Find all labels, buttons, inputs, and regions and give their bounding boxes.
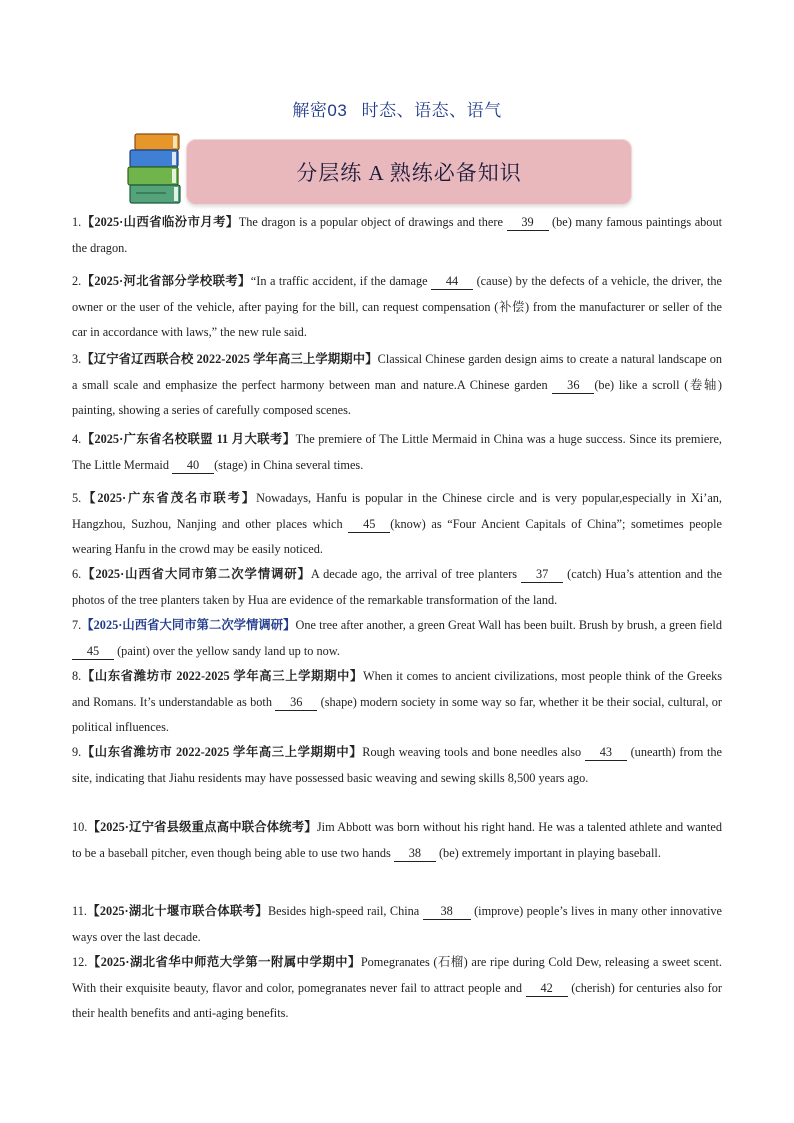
question-text: Rough weaving tools and bone needles also — [362, 745, 585, 759]
answer-blank: 43 — [585, 745, 627, 761]
question-text: Classical Chinese garden design aims to create a natural landscape on a small scale and emphasize the perfect harmony between man and nature.A Chinese garden — [72, 352, 722, 392]
question-number: 7. — [72, 618, 82, 632]
question-text: (know) as “Four Ancient Capitals of China”; sometimes people wearing Hanfu in the crowd may be easily noticed. — [72, 516, 722, 557]
question-text: (stage) in China several times. — [214, 457, 364, 472]
answer-blank: 36 — [275, 695, 317, 711]
question-text: (be) many famous paintings about the dragon. — [72, 215, 723, 255]
title-prefix: 解密 — [292, 101, 328, 120]
question-number: 9. — [72, 745, 82, 759]
answer-blank: 39 — [507, 215, 549, 231]
banner-text: 分层练 A 熟练必备知识 — [296, 161, 522, 185]
question-number: 10. — [72, 820, 88, 834]
question-text: A decade ago, the arrival of tree planters — [310, 567, 522, 581]
question-source: 【2025·湖北十堰市联合体联考】 — [86, 904, 268, 918]
question-item — [72, 269, 722, 346]
question-source: 【2025·河北省部分学校联考】 — [81, 274, 251, 288]
question-number: 1. — [72, 215, 82, 229]
answer-blank: 38 — [423, 904, 471, 920]
question-item — [72, 613, 722, 664]
question-text: (shape) modern society in some way so far, whether it be their social, cultural, or political influences. — [72, 694, 723, 735]
question-text: The premiere of The Little Mermaid in China was a huge success. Since its premiere, The Little Mermaid — [72, 432, 722, 472]
question-text: When it comes to ancient civilizations, most people think of the Greeks and Romans. It’s understandable as both — [72, 669, 723, 709]
question-item — [72, 562, 722, 613]
title-topic: 时态、语态、语气 — [361, 101, 502, 120]
question-text: (cause) by the defects of a vehicle, the driver, the owner or the user of the vehicle, after paying for the bill, can request compensation (补偿) from the manufacturer or seller of the car in accordance with laws,” the new rule said. — [72, 274, 722, 340]
question-text: (unearth) from the site, indicating that Jiahu residents may have possessed basic weaving and sewing skills 8,500 years ago. — [72, 745, 722, 785]
question-text: (cherish) for centuries also for their health benefits and anti-aging benefits. — [72, 980, 722, 1021]
question-text: (be) extremely important in playing baseball. — [435, 845, 661, 860]
question-source: 【2025·山西省临汾市月考】 — [81, 215, 239, 229]
question-text: (improve) people’s lives in many other innovative ways over the last decade. — [72, 904, 722, 944]
question-text: “In a traffic accident, if the damage — [250, 274, 432, 288]
question-item — [72, 427, 722, 478]
question-number: 12. — [72, 955, 88, 969]
question-item — [72, 486, 722, 563]
question-source: 【山东省潍坊市 2022-2025 学年高三上学期期中】 — [81, 669, 363, 683]
section-banner — [186, 139, 632, 205]
question-text: (paint) over the yellow sandy land up to now. — [114, 643, 340, 658]
page-title — [0, 96, 794, 121]
question-text: (catch) Hua’s attention and the photos of the tree planters taken by Hua are evidence of the remarkable transformation of the land. — [72, 567, 722, 607]
question-text: Jim Abbott was born without his right hand. He was a talented athlete and wanted to be a baseball pitcher, even though being able to use two hands — [72, 820, 722, 860]
question-item — [72, 740, 722, 791]
question-number: 5. — [72, 491, 82, 505]
answer-blank: 40 — [172, 458, 214, 474]
question-source: 【2025·山西省大同市第二次学情调研】 — [81, 567, 311, 581]
answer-blank: 45 — [72, 644, 114, 660]
question-source: 【辽宁省辽西联合校 2022-2025 学年高三上学期期中】 — [81, 352, 378, 366]
question-text: One tree after another, a green Great Wall has been built. Brush by brush, a green field — [295, 618, 722, 632]
question-source: 【2025·山西省大同市第二次学情调研】 — [81, 618, 296, 632]
answer-blank: 37 — [521, 567, 563, 583]
question-source: 【2025·湖北省华中师范大学第一附属中学期中】 — [87, 955, 361, 969]
question-item — [72, 347, 722, 424]
question-item — [72, 664, 722, 741]
answer-blank: 44 — [431, 274, 473, 290]
answer-blank: 36 — [552, 378, 594, 394]
question-number: 2. — [72, 274, 82, 288]
question-item — [72, 815, 722, 866]
books-icon — [126, 132, 188, 206]
question-item — [72, 950, 722, 1027]
title-number: 03 — [327, 101, 348, 120]
question-number: 4. — [72, 432, 82, 446]
question-number: 8. — [72, 669, 82, 683]
question-item — [72, 899, 722, 950]
question-text: (be) like a scroll (卷轴) painting, showing a series of carefully composed scenes. — [72, 377, 722, 418]
question-text: The dragon is a popular object of drawings and there — [238, 215, 507, 229]
question-text: Pomegranates (石榴) are ripe during Cold Dew, releasing a sweet scent. With their exquisite beauty, flavor and color, pomegranates never fail to attract people and — [72, 955, 723, 995]
question-item — [72, 210, 722, 261]
answer-blank: 45 — [348, 517, 390, 533]
question-source: 【2025·辽宁省县级重点高中联合体统考】 — [87, 820, 317, 834]
question-text: Nowadays, Hanfu is popular in the Chinese circle and is very popular,especially in Xi’an, Hangzhou, Suzhou, Nanjing and other places which — [72, 491, 723, 531]
question-source: 【2025·广东省名校联盟 11 月大联考】 — [81, 432, 296, 446]
question-source: 【山东省潍坊市 2022-2025 学年高三上学期期中】 — [81, 745, 363, 759]
question-source: 【2025·广东省茂名市联考】 — [81, 491, 257, 505]
question-number: 11. — [72, 904, 87, 918]
answer-blank: 38 — [394, 846, 436, 862]
question-text: Besides high-speed rail, China — [267, 904, 423, 918]
question-number: 6. — [72, 567, 82, 581]
question-number: 3. — [72, 352, 82, 366]
answer-blank: 42 — [526, 981, 568, 997]
